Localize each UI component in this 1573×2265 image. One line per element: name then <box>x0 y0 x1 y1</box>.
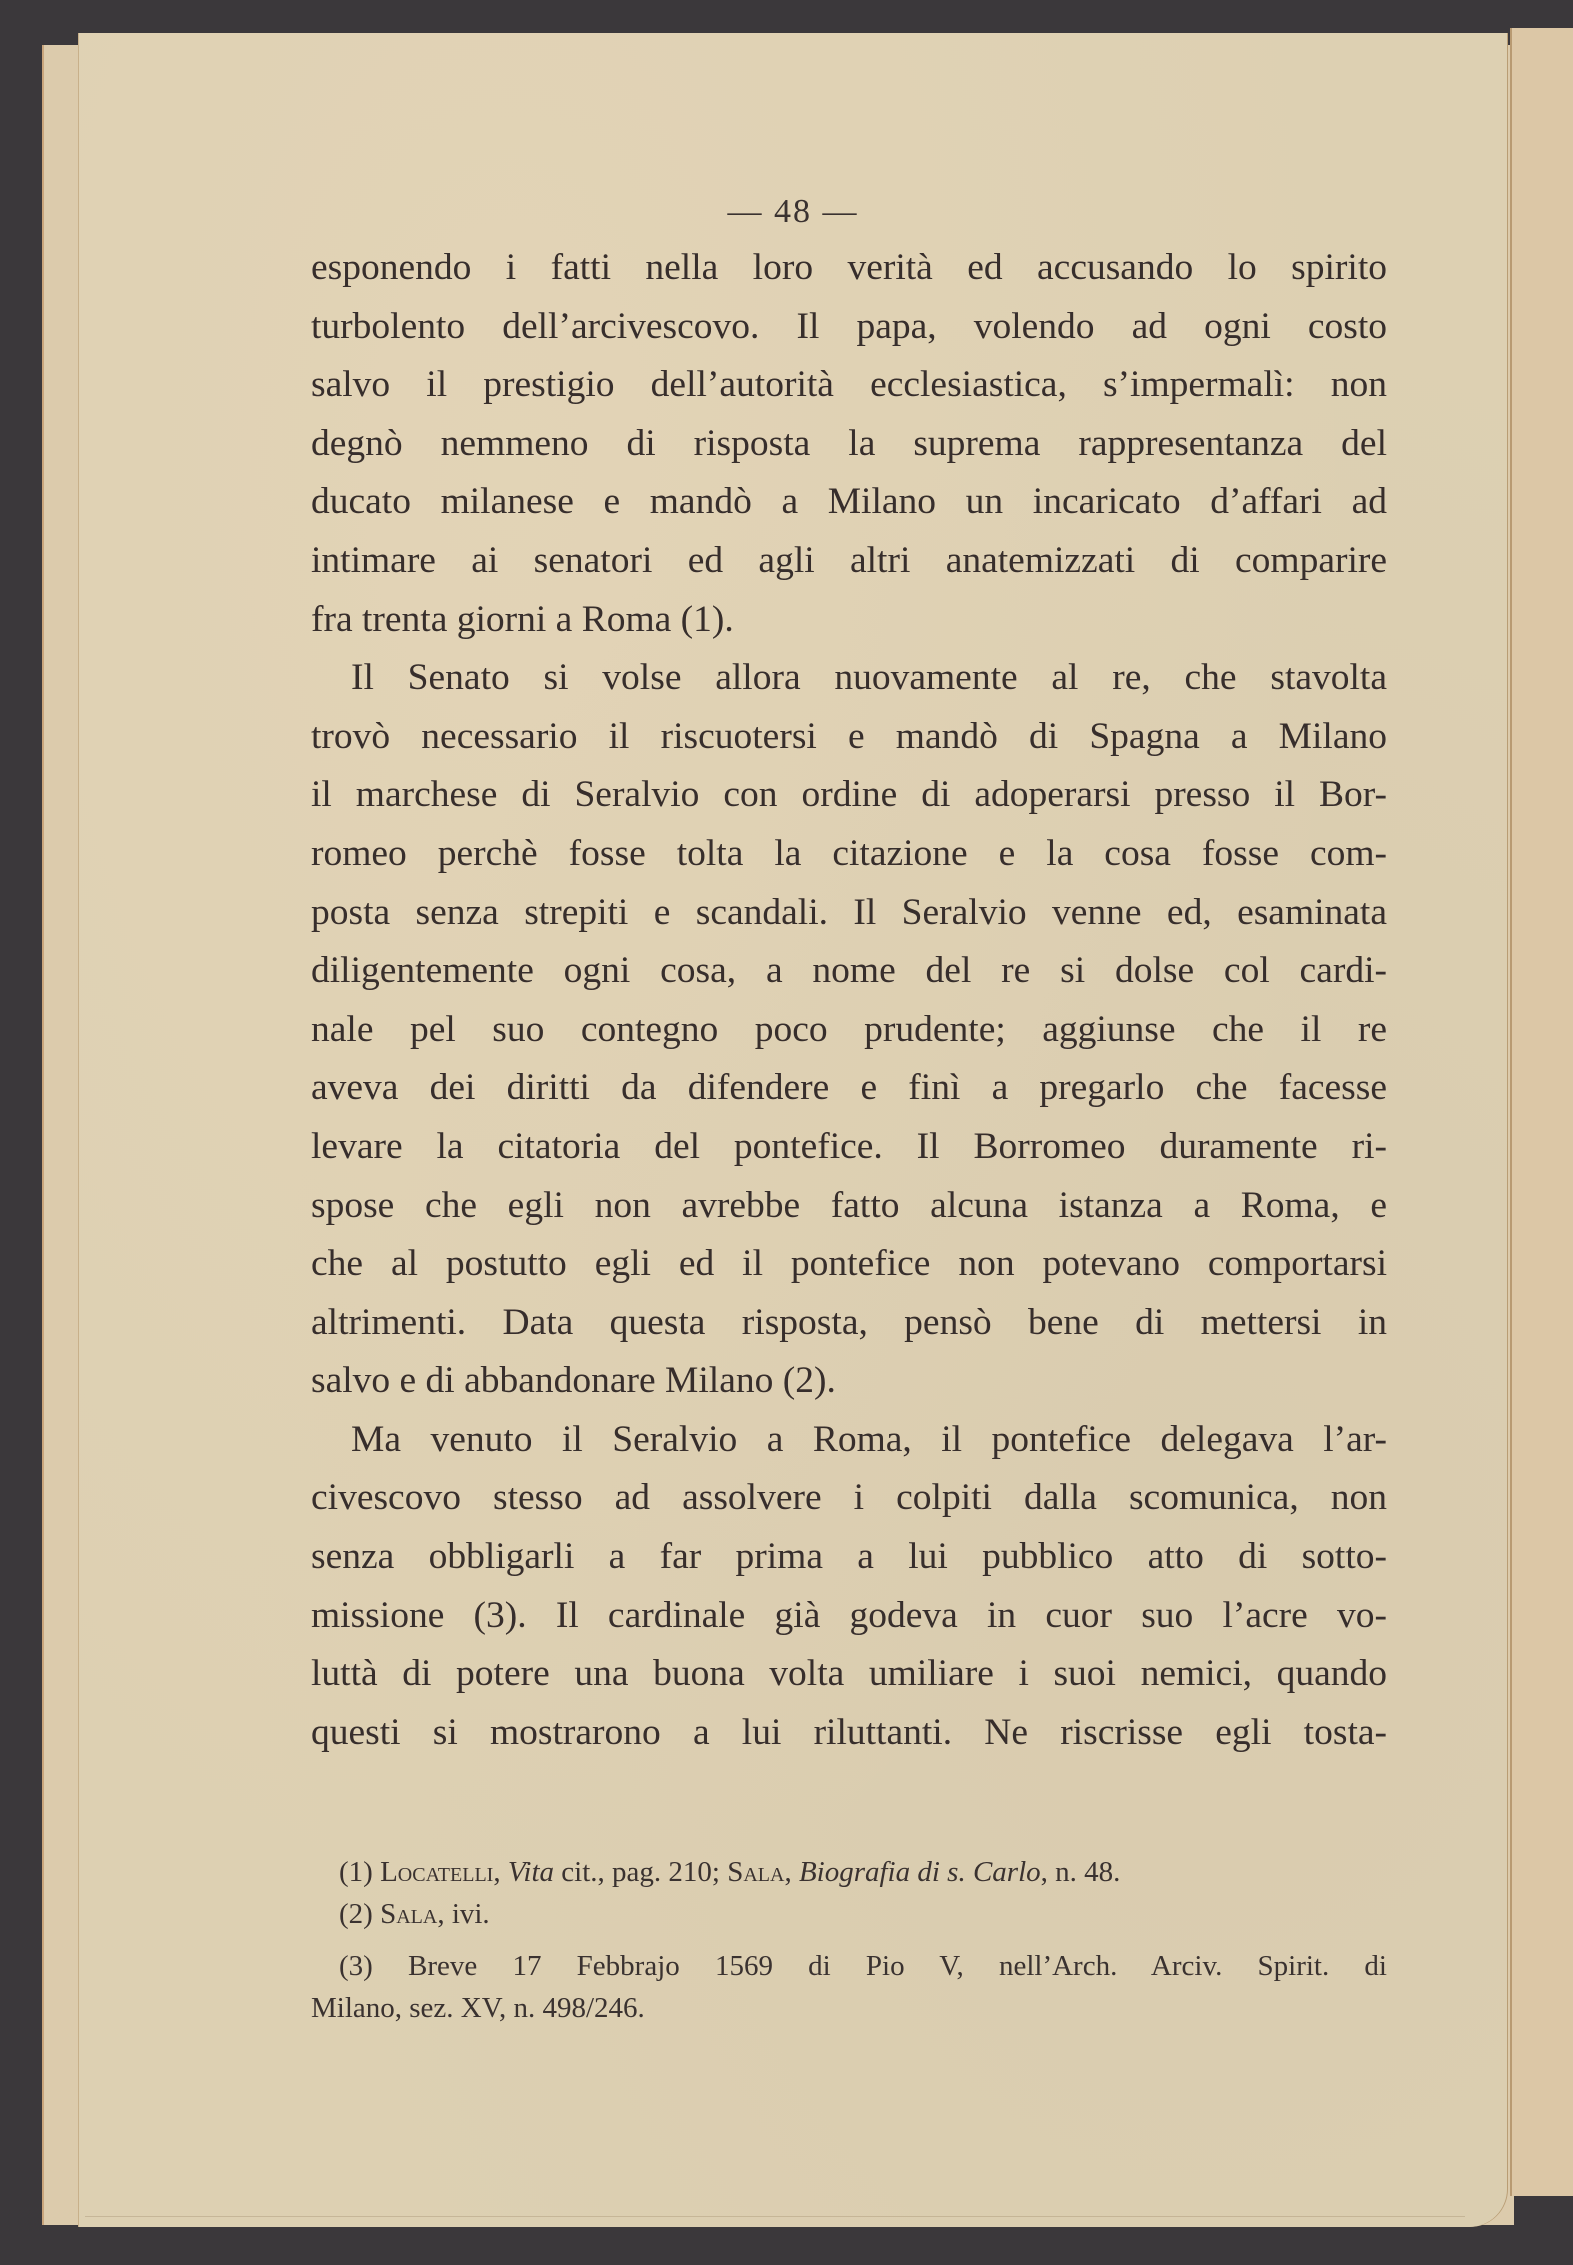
footnote-1: (1) Locatelli, Vita cit., pag. 210; Sala, Biografia di s. Carlo, n. 48. <box>339 1856 1121 1888</box>
text-line: il marchese di Seralvio con ordine di adoperarsi presso il Bor- <box>311 774 1387 816</box>
text-line: Ma venuto il Seralvio a Roma, il pontefice delegava l’ar- <box>351 1418 1387 1460</box>
text-line: che al postutto egli ed il pontefice non potevano comportarsi <box>311 1243 1387 1285</box>
text-line: spose che egli non avrebbe fatto alcuna istanza a Roma, e <box>311 1184 1387 1226</box>
author-name: Sala <box>727 1856 785 1888</box>
text-line: luttà di potere una buona volta umiliare i suoi nemici, quando <box>311 1653 1387 1695</box>
text-line: civescovo stesso ad assolvere i colpiti dalla scomunica, non <box>311 1477 1387 1519</box>
footnote-marker: (1) <box>339 1856 373 1888</box>
text-line: esponendo i fatti nella loro verità ed accusando lo spirito <box>311 247 1387 288</box>
text-line: levare la citatoria del pontefice. Il Borromeo duramente ri- <box>311 1125 1387 1167</box>
text-line: ducato milanese e mandò a Milano un incaricato d’affari ad <box>311 481 1387 523</box>
text-line: senza obbligarli a far prima a lui pubblico atto di sotto- <box>311 1536 1387 1578</box>
text-line: posta senza strepiti e scandali. Il Seralvio venne ed, esaminata <box>311 891 1387 933</box>
text-line: diligentemente ogni cosa, a nome del re si dolse col cardi- <box>311 950 1387 992</box>
work-title: Vita <box>507 1856 555 1888</box>
paragraph <box>311 1411 1387 1763</box>
text-line: degnò nemmeno di risposta la suprema rappresentanza del <box>311 422 1387 464</box>
text-line: altrimenti. Data questa risposta, pensò bene di mettersi in <box>311 1301 1387 1343</box>
page-number: — 48 — <box>727 193 859 230</box>
text-line: aveva dei diritti da difendere e finì a pregarlo che facesse <box>311 1067 1387 1109</box>
work-title: Biografia di s. Carlo <box>798 1856 1041 1888</box>
page-edge-line <box>85 2216 1465 2217</box>
book-page <box>78 33 1507 2227</box>
text-line: Il Senato si volse allora nuovamente al re, che stavolta <box>351 657 1387 699</box>
text-line: questi si mostrarono a lui riluttanti. Ne riscrisse egli tosta- <box>311 1711 1387 1753</box>
paragraph <box>311 239 1387 649</box>
facing-page-edge <box>1510 28 1573 2196</box>
text-line: salvo e di abbandonare Milano (2). <box>311 1360 836 1402</box>
text-line: salvo il prestigio dell’autorità ecclesiastica, s’impermalì: non <box>311 364 1387 406</box>
footnote-3: (3) Breve 17 Febbrajo 1569 di Pio V, nell’Arch. Arciv. Spirit. di <box>339 1950 1387 1982</box>
paragraph <box>311 649 1387 1411</box>
author-name: Locatelli <box>380 1856 494 1888</box>
text-line: intimare ai senatori ed agli altri anatemizzati di comparire <box>311 539 1387 581</box>
footnotes <box>311 1851 1387 2029</box>
footnote-marker: (3) <box>339 1950 373 1982</box>
text-line: missione (3). Il cardinale già godeva in cuor suo l’acre vo- <box>311 1594 1387 1636</box>
body-text <box>311 239 1387 1762</box>
text-line: turbolento dell’arcivescovo. Il papa, volendo ad ogni costo <box>311 305 1387 347</box>
text-line: romeo perchè fosse tolta la citazione e la cosa fosse com- <box>311 832 1387 874</box>
text-line: fra trenta giorni a Roma (1). <box>311 598 734 640</box>
footnote-3-continuation: Milano, sez. XV, n. 498/246. <box>311 1992 645 2024</box>
text-line: trovò necessario il riscuotersi e mandò di Spagna a Milano <box>311 715 1387 757</box>
text-line: nale pel suo contegno poco prudente; aggiunse che il re <box>311 1008 1387 1050</box>
footnote-marker: (2) <box>339 1898 373 1930</box>
author-name: Sala <box>380 1898 438 1930</box>
footnote-2: (2) Sala, ivi. <box>339 1898 490 1930</box>
